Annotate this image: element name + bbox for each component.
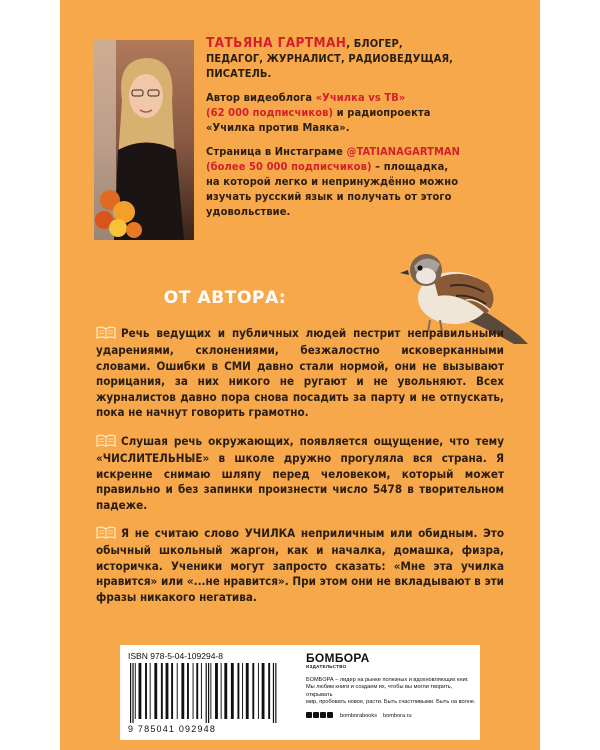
barcode-bar (130, 663, 131, 723)
publisher-social (306, 712, 476, 720)
publisher-logo: БОМБОРА (306, 651, 370, 665)
barcode (128, 663, 296, 723)
barcode-bar (139, 663, 142, 719)
publisher-handle: bomborabooks (340, 712, 378, 719)
author-name: ТАТЬЯНА ГАРТМАН (206, 35, 347, 51)
barcode-panel (120, 645, 480, 740)
barcode-bar (181, 663, 184, 719)
paragraph-1: Речь ведущих и публичных людей пестрит неправильными ударениями, склонениями, безжалостно исковерканными словами. Ошибки в СМИ давно стали нормой, они не вызывают порицания, за них никого не ругают и не увольняют. Всех журналистов давно пора снова посадить за парту и не отпускать, пока не начнут говорить грамотно. (96, 326, 504, 420)
barcode-bar (193, 663, 194, 719)
barcode-bar (262, 663, 265, 719)
barcode-bar (252, 663, 254, 719)
barcode-bar (275, 663, 276, 723)
book-icon (96, 326, 116, 343)
barcode-bar (221, 663, 222, 719)
publisher-description: БОМБОРА – лидер на рынке полезных и вдохновляющих книг. Мы любим книги и создаем их, чтобы вы могли творить, открывать мир, пробовать новое, расти. Быть счастливыми. Быть на волне. (306, 677, 476, 706)
vk-icon (306, 712, 312, 718)
paragraph-2: Слушая речь окружающих, появляется ощущение, что тему «ЧИСЛИТЕЛЬНЫЕ» в школе дружно прогуляла вся страна. Я искренне снимаю шляпу перед человеком, который может правильно и без запинки произнести число 5478 в творительном падеже. (96, 434, 504, 512)
blog-name: «Училка vs ТВ» (315, 91, 406, 104)
barcode-bar (210, 663, 211, 719)
paragraph-3: Я не считаю слово УЧИЛКА неприличным или обидным. Это обычный школьный жаргон, как и началка, домашка, физра, историчка. Ученики могут запросто сказать: «Мне эта училка нравится» или «...не нравится». При этом они не вкладывают в эти фразы никакого негатива. (96, 526, 504, 604)
section-heading: ОТ АВТОРА: (163, 288, 287, 308)
barcode-bar (224, 663, 227, 719)
book-icon (96, 434, 116, 451)
publisher-logo-sub: ИЗДАТЕЛЬСТВО (306, 664, 347, 669)
youtube-icon (320, 712, 326, 718)
book-icon (96, 526, 116, 543)
barcode-bar (206, 663, 207, 723)
barcode-bar (196, 663, 198, 719)
barcode-bar (135, 663, 136, 719)
barcode-bar (187, 663, 189, 719)
barcode-bar (154, 663, 157, 719)
blog-subscribers: (62 000 подписчиков) (206, 106, 334, 119)
barcode-bar (208, 663, 209, 723)
barcode-bar (132, 663, 133, 723)
barcode-bar (268, 663, 270, 719)
barcode-bar (231, 663, 234, 719)
social-icons (306, 712, 334, 720)
barcode-bar (171, 663, 173, 719)
barcode-bar (161, 663, 163, 719)
book-back-cover (60, 0, 540, 750)
barcode-bar (145, 663, 147, 719)
barcode-bar (246, 663, 249, 719)
instagram-subscribers: (более 50 000 подписчиков) (206, 160, 372, 173)
barcode-bar (215, 663, 218, 719)
publisher-site: bombora.ru (383, 712, 412, 719)
bio-blog: Автор видеоблога «Училка vs ТВ» (62 000 подписчиков) и радиопроекта «Училка против Маяка». (206, 91, 431, 134)
barcode-number: 9 785041 092948 (128, 724, 217, 734)
author-bio (206, 36, 516, 228)
barcode-bar (150, 663, 151, 719)
barcode-bar (177, 663, 178, 719)
facebook-icon (327, 712, 333, 718)
barcode-bar (201, 663, 202, 719)
barcode-bar (258, 663, 259, 719)
barcode-bar (166, 663, 169, 719)
instagram-icon (313, 712, 319, 718)
radio-project: «Училка против Маяка». (206, 121, 350, 134)
barcode-bar (242, 663, 243, 719)
bio-intro: ТАТЬЯНА ГАРТМАН, БЛОГЕР, ПЕДАГОГ, ЖУРНАЛИСТ, РАДИОВЕДУЩАЯ, ПИСАТЕЛЬ. (206, 35, 454, 80)
instagram-handle: @TATIANAGARTMAN (346, 145, 461, 158)
author-photo (94, 40, 194, 240)
isbn: ISBN 978-5-04-109294-8 (128, 651, 223, 661)
publisher-block (306, 651, 476, 720)
barcode-bar (237, 663, 239, 719)
bio-instagram: Страница в Инстаграме @TATIANAGARTMAN (более 50 000 подписчиков) – площадка, на которой легко и непринуждённо можно изучать русский язык и получать от этого удовольствие. (206, 145, 461, 218)
barcode-bar (273, 663, 274, 723)
